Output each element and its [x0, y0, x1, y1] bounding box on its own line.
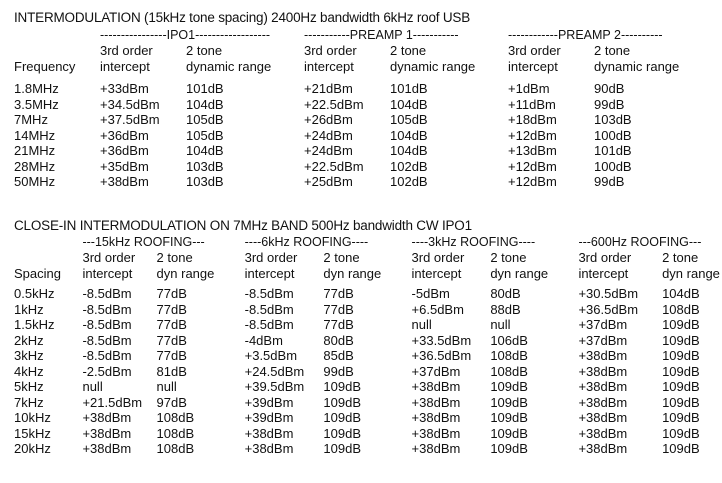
- cell-frequency: 14MHz: [14, 127, 56, 143]
- cell-value: 106dB: [490, 332, 528, 348]
- cell-value: 109dB: [662, 348, 700, 363]
- cell-value: +21dBm: [304, 81, 353, 96]
- cell-value: 99dB: [594, 174, 625, 189]
- cell-value: +39.5dBm: [244, 379, 305, 394]
- section2-title: CLOSE-IN INTERMODULATION ON 7MHz BAND 500Hz bandwidth CW IPO1: [14, 218, 472, 233]
- cell-value: 109dB: [490, 441, 528, 456]
- column-header-intercept: 3rd order: [100, 43, 153, 58]
- column-header-row-2: [14, 266, 722, 282]
- cell-value: +12dBm: [508, 158, 557, 174]
- table-row: [14, 379, 722, 395]
- cell-value: 103dB: [186, 174, 224, 189]
- cell-value: -4dBm: [244, 332, 283, 348]
- cell-value: +38dBm: [578, 363, 628, 379]
- cell-value: 108dB: [490, 348, 528, 363]
- cell-value: +21.5dBm: [82, 394, 143, 410]
- group-spacer: [14, 235, 82, 250]
- column-header-dynamic: 2 tone: [490, 250, 527, 265]
- group-header-row: [14, 28, 684, 43]
- cell-spacing: 15kHz: [14, 425, 51, 441]
- column-header-dynamic: dyn range: [490, 266, 549, 281]
- cell-value: 77dB: [156, 348, 187, 363]
- cell-value: 97dB: [156, 394, 187, 410]
- cell-frequency: 7MHz: [14, 112, 48, 127]
- cell-spacing: 1kHz: [14, 301, 44, 317]
- cell-value: 109dB: [662, 394, 700, 410]
- cell-value: 90dB: [594, 81, 625, 96]
- column-header-intercept: intercept: [100, 59, 150, 74]
- column-header-row-2: [14, 59, 684, 77]
- column-header-row-1: [14, 250, 722, 266]
- column-header-intercept: intercept: [508, 59, 558, 74]
- cell-value: +18dBm: [508, 112, 557, 127]
- cell-spacing: 0.5kHz: [14, 286, 55, 301]
- column-header-spacer: [14, 250, 82, 266]
- cell-value: -8.5dBm: [82, 348, 132, 363]
- cell-value: +38dBm: [244, 425, 294, 441]
- cell-spacing: 3kHz: [14, 348, 44, 363]
- cell-value: -8.5dBm: [82, 332, 132, 348]
- cell-value: +38dBm: [411, 379, 461, 394]
- cell-value: 102dB: [390, 158, 428, 174]
- cell-value: 104dB: [390, 96, 428, 112]
- column-header-dynamic: dyn range: [662, 266, 720, 281]
- cell-value: -8.5dBm: [244, 317, 294, 332]
- cell-value: -8.5dBm: [82, 301, 132, 317]
- cell-value: +39dBm: [244, 394, 294, 410]
- cell-value: 105dB: [390, 112, 428, 127]
- cell-value: +24dBm: [304, 143, 353, 158]
- cell-value: +22.5dBm: [304, 96, 364, 112]
- column-header-intercept: 3rd order: [578, 250, 632, 265]
- cell-value: +26dBm: [304, 112, 353, 127]
- cell-value: -8.5dBm: [244, 286, 294, 301]
- cell-value: 104dB: [390, 127, 428, 143]
- cell-value: 77dB: [323, 286, 354, 301]
- cell-spacing: 4kHz: [14, 363, 44, 379]
- cell-value: 101dB: [594, 143, 632, 158]
- cell-spacing: 5kHz: [14, 379, 44, 394]
- table-row: [14, 348, 722, 364]
- table-row: [14, 410, 722, 426]
- column-header-dynamic: 2 tone: [186, 43, 223, 58]
- cell-value: +36.5dBm: [578, 301, 639, 317]
- cell-frequency: 28MHz: [14, 158, 56, 174]
- cell-value: +11dBm: [508, 96, 556, 112]
- cell-value: +38dBm: [82, 441, 132, 456]
- cell-value: 109dB: [662, 363, 700, 379]
- cell-frequency: 50MHz: [14, 174, 56, 189]
- cell-value: 108dB: [156, 410, 195, 425]
- cell-value: +38dBm: [411, 425, 461, 441]
- cell-value: +37.5dBm: [100, 112, 160, 127]
- cell-value: +24.5dBm: [244, 363, 305, 379]
- cell-value: 77dB: [323, 317, 354, 332]
- cell-value: null: [156, 379, 177, 394]
- column-header-intercept: 3rd order: [304, 43, 357, 58]
- cell-value: +38dBm: [411, 441, 461, 456]
- cell-value: +38dBm: [82, 425, 132, 441]
- column-header-intercept: intercept: [578, 266, 629, 281]
- cell-value: 109dB: [662, 410, 700, 425]
- cell-value: +30.5dBm: [578, 286, 639, 301]
- column-header-frequency: Frequency: [14, 59, 76, 74]
- table-row: [14, 426, 722, 442]
- cell-value: 109dB: [490, 379, 528, 394]
- table-row: [14, 302, 722, 318]
- table-row: [14, 112, 684, 128]
- cell-value: 77dB: [156, 301, 187, 317]
- cell-value: 108dB: [490, 363, 528, 379]
- cell-value: 88dB: [490, 301, 521, 317]
- cell-value: 104dB: [390, 143, 428, 158]
- cell-value: 80dB: [323, 332, 354, 348]
- intermodulation-table: [14, 28, 684, 190]
- column-header-intercept: 3rd order: [244, 250, 298, 265]
- cell-value: 109dB: [662, 317, 700, 332]
- cell-value: +38dBm: [244, 441, 294, 456]
- cell-value: +37dBm: [578, 317, 628, 332]
- cell-value: -5dBm: [411, 286, 450, 301]
- column-header-spacer: [14, 43, 100, 59]
- cell-value: 100dB: [594, 127, 632, 143]
- column-header-intercept: 3rd order: [411, 250, 465, 265]
- cell-value: +38dBm: [578, 425, 628, 441]
- cell-value: 81dB: [156, 363, 187, 379]
- cell-spacing: 2kHz: [14, 332, 44, 348]
- cell-value: +22.5dBm: [304, 158, 364, 174]
- cell-spacing: 10kHz: [14, 410, 51, 425]
- column-header-dynamic: dynamic range: [594, 59, 680, 74]
- group-label-ipo1: ----------------IPO1------------------: [100, 28, 271, 42]
- table-row: [14, 174, 684, 190]
- table-row: [14, 97, 684, 113]
- cell-value: -2.5dBm: [82, 363, 132, 379]
- cell-value: 109dB: [323, 379, 362, 394]
- group-label-6khz-roofing: ----6kHz ROOFING----: [244, 235, 369, 249]
- group-label-preamp2: ------------PREAMP 2----------: [508, 28, 663, 42]
- cell-value: 104dB: [186, 96, 224, 112]
- cell-value: 100dB: [594, 158, 632, 174]
- cell-value: 109dB: [662, 441, 700, 456]
- cell-value: +35dBm: [100, 158, 149, 174]
- cell-value: 77dB: [156, 317, 187, 332]
- cell-value: +36dBm: [100, 127, 149, 143]
- cell-value: 109dB: [323, 394, 362, 410]
- column-header-dynamic: 2 tone: [662, 250, 699, 265]
- column-header-dynamic: dyn range: [156, 266, 215, 281]
- table-row: [14, 143, 684, 159]
- cell-value: 109dB: [662, 425, 700, 441]
- cell-value: 103dB: [594, 112, 632, 127]
- cell-spacing: 20kHz: [14, 441, 51, 456]
- column-header-intercept: intercept: [82, 266, 133, 281]
- cell-value: null: [411, 317, 432, 332]
- cell-frequency: 21MHz: [14, 143, 56, 158]
- cell-value: +33.5dBm: [411, 332, 472, 348]
- cell-value: 80dB: [490, 286, 521, 301]
- cell-value: 99dB: [594, 96, 625, 112]
- cell-value: +6.5dBm: [411, 301, 464, 317]
- cell-value: 108dB: [156, 441, 195, 456]
- cell-value: +38dBm: [578, 379, 628, 394]
- cell-value: 99dB: [323, 363, 354, 379]
- column-header-spacing: Spacing: [14, 266, 61, 281]
- table-row: [14, 364, 722, 380]
- cell-value: +38dBm: [578, 348, 628, 363]
- group-header-row: [14, 235, 722, 250]
- cell-value: 109dB: [490, 394, 528, 410]
- cell-value: 77dB: [156, 332, 187, 348]
- cell-frequency: 3.5MHz: [14, 96, 59, 112]
- group-label-preamp1: -----------PREAMP 1-----------: [304, 28, 459, 42]
- table-row: [14, 128, 684, 144]
- column-header-intercept: 3rd order: [82, 250, 136, 265]
- table-row: [14, 441, 722, 457]
- group-label-600hz-roofing: ---600Hz ROOFING---: [578, 235, 702, 249]
- cell-value: 77dB: [323, 301, 354, 317]
- cell-value: 105dB: [186, 127, 224, 143]
- cell-value: +37dBm: [411, 363, 461, 379]
- column-header-intercept: intercept: [304, 59, 354, 74]
- group-spacer: [14, 28, 100, 43]
- table-row: [14, 317, 722, 333]
- cell-value: -8.5dBm: [82, 317, 132, 332]
- cell-value: +39dBm: [244, 410, 294, 425]
- table-row: [14, 77, 684, 97]
- cell-value: -8.5dBm: [82, 286, 132, 301]
- column-header-dynamic: dynamic range: [186, 59, 272, 74]
- cell-value: 102dB: [390, 174, 428, 189]
- cell-value: 101dB: [390, 81, 428, 96]
- cell-value: 105dB: [186, 112, 224, 127]
- table-row: [14, 159, 684, 175]
- column-header-intercept: intercept: [244, 266, 295, 281]
- cell-value: 85dB: [323, 348, 354, 363]
- cell-value: 109dB: [490, 410, 528, 425]
- column-header-dynamic: 2 tone: [323, 250, 360, 265]
- column-header-intercept: 3rd order: [508, 43, 561, 58]
- cell-value: +38dBm: [411, 394, 461, 410]
- cell-value: 108dB: [156, 425, 195, 441]
- cell-value: +38dBm: [578, 394, 628, 410]
- table-row: [14, 333, 722, 349]
- cell-value: +36dBm: [100, 143, 149, 158]
- column-header-dynamic: 2 tone: [390, 43, 427, 58]
- table-row: [14, 395, 722, 411]
- cell-value: 109dB: [323, 425, 362, 441]
- cell-value: +13dBm: [508, 143, 557, 158]
- column-header-dynamic: dynamic range: [390, 59, 476, 74]
- cell-spacing: 1.5kHz: [14, 317, 55, 332]
- cell-value: +33dBm: [100, 81, 149, 96]
- group-label-15khz-roofing: ---15kHz ROOFING---: [82, 235, 205, 249]
- cell-value: +12dBm: [508, 127, 557, 143]
- cell-value: +3.5dBm: [244, 348, 298, 363]
- cell-value: -8.5dBm: [244, 301, 294, 317]
- cell-value: +38dBm: [578, 441, 628, 456]
- section1-title: INTERMODULATION (15kHz tone spacing) 2400Hz bandwidth 6kHz roof USB: [14, 10, 471, 25]
- table-row: [14, 282, 722, 302]
- cell-value: +24dBm: [304, 127, 353, 143]
- cell-value: 104dB: [662, 286, 700, 301]
- cell-value: +38dBm: [82, 410, 132, 425]
- cell-value: +34.5dBm: [100, 96, 160, 112]
- column-header-dynamic: 2 tone: [156, 250, 193, 265]
- cell-value: 109dB: [490, 425, 528, 441]
- cell-value: 109dB: [323, 441, 362, 456]
- cell-value: null: [490, 317, 511, 332]
- cell-value: 109dB: [662, 332, 700, 348]
- cell-value: 108dB: [662, 301, 700, 317]
- cell-value: +12dBm: [508, 174, 557, 189]
- cell-value: 109dB: [323, 410, 362, 425]
- cell-value: +38dBm: [578, 410, 628, 425]
- cell-value: 109dB: [662, 379, 700, 394]
- cell-spacing: 7kHz: [14, 394, 44, 410]
- cell-value: 103dB: [186, 158, 224, 174]
- column-header-dynamic: dyn range: [323, 266, 382, 281]
- cell-frequency: 1.8MHz: [14, 81, 59, 96]
- column-header-intercept: intercept: [411, 266, 462, 281]
- close-in-intermodulation-table: [14, 235, 722, 457]
- column-header-row-1: [14, 43, 684, 59]
- cell-value: 77dB: [156, 286, 187, 301]
- column-header-dynamic: 2 tone: [594, 43, 631, 58]
- cell-value: null: [82, 379, 103, 394]
- cell-value: 104dB: [186, 143, 224, 158]
- cell-value: +38dBm: [411, 410, 461, 425]
- cell-value: +37dBm: [578, 332, 628, 348]
- cell-value: +38dBm: [100, 174, 149, 189]
- group-label-3khz-roofing: ----3kHz ROOFING----: [411, 235, 536, 249]
- cell-value: 101dB: [186, 81, 224, 96]
- cell-value: +36.5dBm: [411, 348, 472, 363]
- cell-value: +1dBm: [508, 81, 550, 96]
- cell-value: +25dBm: [304, 174, 353, 189]
